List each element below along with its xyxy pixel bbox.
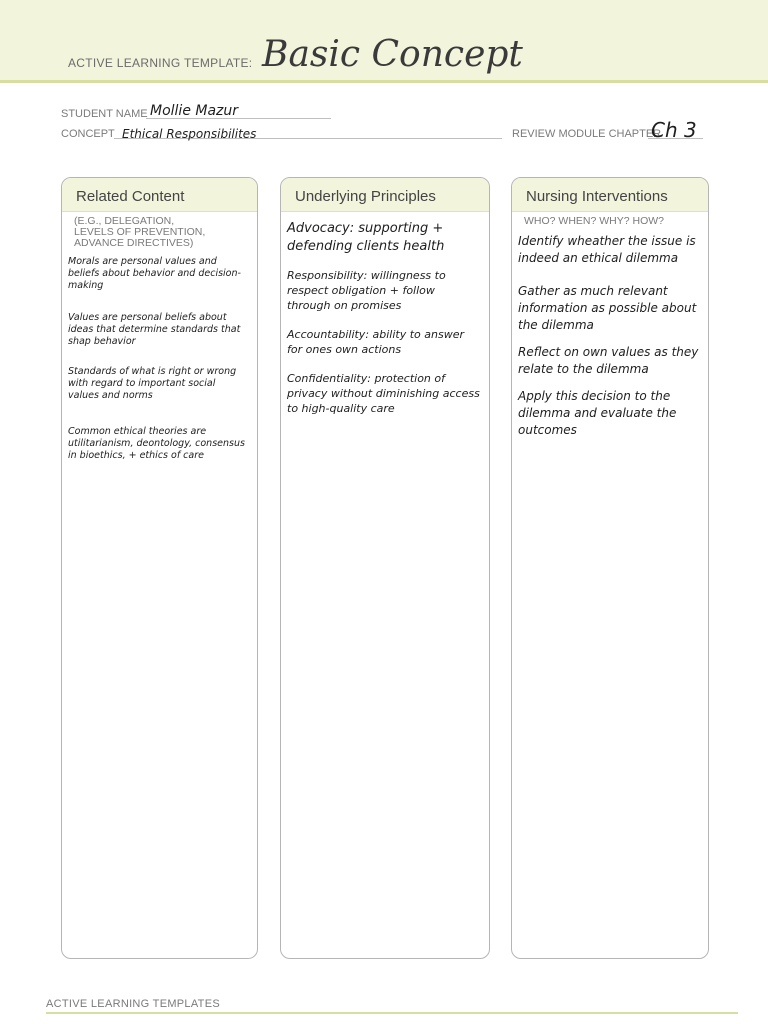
principle-note: Accountability: ability to answer for ones own actions (287, 328, 465, 356)
related-note: Common ethical theories are utilitarianism, deontology, consensus in bioethics, + ethics of care (68, 426, 245, 461)
footer-text: ACTIVE LEARNING TEMPLATES (46, 998, 220, 1010)
intervention-note: Identify wheather the issue is indeed an ethical dilemma (518, 234, 696, 265)
nursing-interventions-body[interactable] (512, 227, 708, 439)
related-content-hint-line: LEVELS OF PREVENTION, (74, 226, 206, 238)
related-note: Morals are personal values and beliefs about behavior and decision-making (68, 256, 241, 291)
related-note: Values are personal beliefs about ideas that determine standards that shap behavior (68, 312, 241, 347)
principle-note: Advocacy: supporting + defending clients health (287, 221, 445, 254)
concept-label: CONCEPT (61, 128, 115, 140)
intervention-note: Apply this decision to the dilemma and evaluate the outcomes (518, 389, 677, 437)
student-name-value[interactable]: Mollie Mazur (150, 103, 239, 119)
related-content-hint-line: (E.G., DELEGATION, (74, 215, 175, 227)
intervention-note: Reflect on own values as they relate to the dilemma (518, 345, 699, 376)
underlying-principles-heading: Underlying Principles (281, 178, 489, 212)
student-name-label: STUDENT NAME (61, 108, 148, 120)
intervention-note: Gather as much relevant information as possible about the dilemma (518, 284, 697, 332)
related-content-body[interactable] (62, 249, 257, 462)
nursing-interventions-hint (512, 212, 708, 227)
nursing-interventions-hint-line: WHO? WHEN? WHY? HOW? (524, 215, 665, 227)
related-note: Standards of what is right or wrong with regard to important social values and norms (68, 366, 237, 401)
related-content-heading: Related Content (62, 178, 257, 212)
underlying-principles-column (280, 177, 490, 959)
concept-value[interactable]: Ethical Responsibilites (122, 127, 257, 141)
review-module-value[interactable]: Ch 3 (651, 118, 697, 142)
related-content-column (61, 177, 258, 959)
related-content-hint-line: ADVANCE DIRECTIVES) (74, 237, 194, 249)
underlying-principles-body[interactable] (281, 212, 489, 416)
nursing-interventions-column (511, 177, 709, 959)
principle-note: Confidentiality: protection of privacy without diminishing access to high-quality care (287, 372, 480, 415)
related-content-hint (62, 212, 257, 249)
footer-divider (46, 1012, 738, 1014)
template-title: Basic Concept (262, 34, 523, 75)
review-module-label: REVIEW MODULE CHAPTER (512, 128, 662, 140)
template-prefix: ACTIVE LEARNING TEMPLATE: (68, 56, 253, 70)
principle-note: Responsibility: willingness to respect obligation + follow through on promises (287, 269, 446, 312)
nursing-interventions-heading: Nursing Interventions (512, 178, 708, 212)
